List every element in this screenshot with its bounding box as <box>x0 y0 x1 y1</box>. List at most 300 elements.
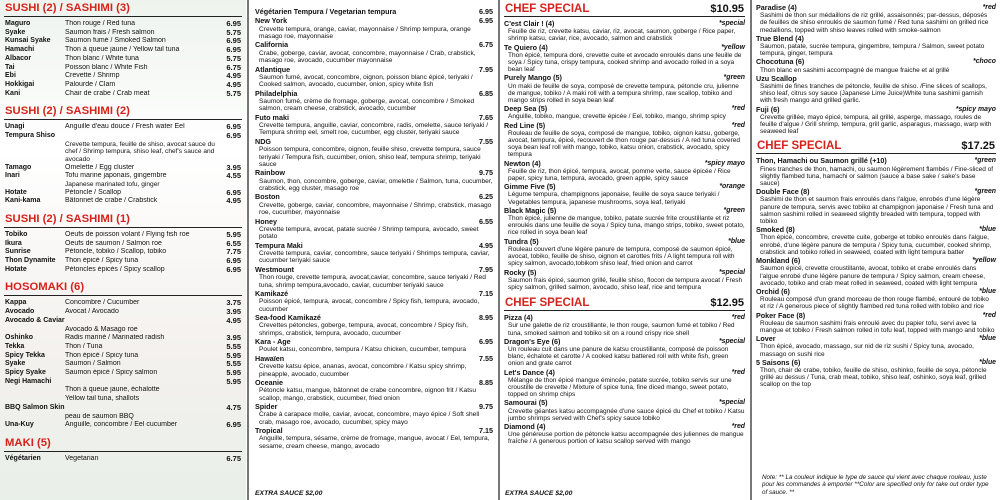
menu-section <box>0 436 246 464</box>
item-name: Poker Face (8) <box>756 310 806 320</box>
menu-item <box>0 37 246 46</box>
menu-item <box>250 17 498 40</box>
special-item <box>500 160 749 183</box>
item-price: 9.75 <box>479 402 493 412</box>
item-name <box>5 413 65 422</box>
section-divider <box>4 16 242 17</box>
chef-special-title: CHEF SPECIAL <box>505 3 590 15</box>
item-name: Hotate <box>5 188 27 196</box>
item-price: 5.75 <box>226 88 241 98</box>
item-price: 5.75 <box>226 53 241 63</box>
item-description: Crevette géantes katsu accompagnée d'une sauce épicé du Chef et tobiko / Katsu jumbo shrimps served with Chef's spicy sauce tobiko <box>508 407 745 422</box>
item-name: Kani <box>5 89 21 97</box>
item-header <box>756 75 996 83</box>
sauce-tag: *yellow <box>972 257 996 265</box>
sauce-tag: *spicy mayo <box>955 105 996 113</box>
item-name <box>5 326 65 335</box>
special-item <box>752 257 1000 287</box>
menu-item <box>0 266 246 275</box>
item-name: Philadelphia <box>255 88 298 98</box>
menu-item <box>0 343 246 352</box>
chef-special-title: CHEF SPECIAL <box>505 297 590 310</box>
item-note: Crevette tempura, feuille de shiso, avocat sauce du chef / Shrimp tempura, shiso leaf, chef's sauce and avocado <box>65 140 215 163</box>
item-header <box>504 369 745 377</box>
menu-section <box>0 212 246 275</box>
item-price: 7.15 <box>479 288 493 298</box>
special-item <box>500 207 749 237</box>
item-name: Tai <box>5 63 15 71</box>
menu-item <box>0 378 246 387</box>
item-name: Maguro <box>5 20 31 27</box>
special-item <box>752 106 1000 136</box>
sauce-tag: *blue <box>979 335 996 343</box>
item-header <box>504 20 745 28</box>
item-price: 4.95 <box>479 240 493 250</box>
item-description <box>65 317 215 326</box>
menu-item <box>0 317 246 326</box>
menu-item <box>0 360 246 369</box>
menu-item <box>0 90 246 99</box>
item-name: Fuji (6) <box>756 104 780 114</box>
sauce-tag: *red <box>731 368 745 376</box>
menu-item <box>0 55 246 64</box>
sauce-tag: *blue <box>979 226 996 234</box>
item-name: Tobiko <box>5 230 28 238</box>
item-name: Double Face (8) <box>756 187 810 197</box>
menu-item <box>0 29 246 38</box>
section-title: HOSOMAKI (6) <box>5 281 85 294</box>
item-description: Crevette / Shrimp <box>65 72 120 80</box>
item-description: Tofu marine japonais, gingembre <box>65 172 167 180</box>
menu-item <box>250 66 498 89</box>
sauce-tag: *special <box>718 20 745 27</box>
menu-item <box>250 114 498 137</box>
column-chef-special-1 <box>500 0 749 500</box>
item-header <box>255 379 493 387</box>
extra-sauce-note: EXTRA SAUCE $2,00 <box>505 490 573 497</box>
item-header <box>255 290 493 298</box>
sauce-tag: *special <box>718 268 745 276</box>
special-item <box>500 238 749 268</box>
chef-special-price: $17.25 <box>961 140 995 153</box>
item-description: Thon épicé, concombre, crevette cuite, goberge et tobiko enroulés dans l'algue, enrobé, d'une légère panure de tempura / Spicy tuna, cucumber, cooked shrimp, crabstick and tobiko rolled in seaweed, coated with light tempura batter <box>760 234 992 256</box>
section-divider <box>4 119 242 120</box>
item-description: Pétoncle / Scallop <box>65 188 122 196</box>
item-description: Avocado & Masago roe <box>65 325 138 333</box>
menu-item <box>250 193 498 216</box>
item-description: Thon / Tuna <box>65 342 103 350</box>
item-header <box>756 288 996 296</box>
item-price: 7.15 <box>479 426 493 436</box>
column-sushi-hosomaki <box>0 0 246 500</box>
menu-item <box>250 427 498 450</box>
item-name: BBQ Salmon Skin <box>5 403 65 411</box>
item-description: Thon à queue jaune / Yellow tail tuna <box>65 46 180 54</box>
item-name: Orchid (6) <box>756 286 790 296</box>
menu-section <box>0 104 246 206</box>
chef-special-header <box>500 0 749 15</box>
item-name: Paradise (4) <box>756 3 797 12</box>
menu-item <box>0 334 246 343</box>
item-name: Chocotuna (6) <box>756 57 805 67</box>
item-description: Oeufs de saumon / Salmon roe <box>65 239 162 247</box>
sauce-tag: *blue <box>979 287 996 295</box>
item-name: Futo maki <box>255 112 289 122</box>
item-header <box>504 160 745 168</box>
menu-item <box>0 20 246 29</box>
item-description: Crabe, goberge, caviar, avocat, concombre, mayonnaise / Crab, crabstick, masago roe, avocado, cucumber mayonnaise <box>259 49 476 65</box>
item-name: Sunrise <box>5 248 31 256</box>
sauce-tag: *special <box>718 337 745 345</box>
item-name: Let's Dance (4) <box>504 367 555 377</box>
item-description: Vegetarian <box>65 454 99 462</box>
item-price: 7.95 <box>479 64 493 74</box>
item-description: Saumon fumé, avocat, concombre, oignon, poisson blanc épicé, teriyaki / Cooked salmon, avocado, cucumber, onion, spicy white fish <box>259 73 473 89</box>
item-name: Deep Sea (5) <box>504 104 548 114</box>
special-item <box>752 188 1000 225</box>
sauce-tag: *orange <box>719 183 745 191</box>
menu-item <box>0 404 246 413</box>
special-item <box>500 314 749 337</box>
special-item <box>752 359 1000 389</box>
item-name: Inari <box>5 172 20 180</box>
item-description: Thon épicé, julienne de mangue, tobiko, patate sucrée frite croustillante et riz enroulés dans une feuille de soya / Spicy tuna, mango strips, tobiko, sweet potato, rice rolled in soya bean leaf <box>508 215 745 237</box>
special-item <box>500 338 749 368</box>
special-item <box>500 105 749 120</box>
item-name: Tundra (5) <box>504 236 539 246</box>
item-header <box>756 4 996 12</box>
section-title: MAKI (5) <box>5 436 51 449</box>
item-description: Fines tranches de thon, hamachi, ou saumon légèrement flambés / Fine-sliced of slightly flambed tuna, hamachi or salmon (sauce a base sake / sake's base sauce) <box>760 165 994 188</box>
menu-item <box>250 8 498 16</box>
special-item <box>500 122 749 159</box>
menu-section <box>0 280 246 430</box>
item-header <box>255 218 493 226</box>
item-description: Thon épicé, avocado, massago, sur nid de riz sushi / Spicy tuna, avocado, massago on sushi rice <box>760 343 974 358</box>
item-header <box>504 122 745 130</box>
item-name <box>5 395 65 404</box>
special-item <box>500 183 749 206</box>
menu-item <box>0 172 246 181</box>
item-description: Saumon fumé / Smoked Salmon <box>65 37 166 45</box>
menu-item <box>0 64 246 73</box>
chef-special-title: CHEF SPECIAL <box>757 140 842 153</box>
sauce-tag: *choco <box>973 58 996 66</box>
sauce-tag: *green <box>723 206 745 214</box>
item-description: Légume tempura, champignons japonaise, feuille de soya sauce teriyaki / Vegetables tempura, japanese mushrooms, soya leaf, teriyaki <box>508 191 720 206</box>
item-header <box>756 106 996 114</box>
item-price: 7.55 <box>479 353 493 363</box>
item-header <box>504 74 745 82</box>
item-description: Anguille, concombre / Eel cucumber <box>65 421 178 429</box>
special-item <box>752 288 1000 311</box>
sauce-tag: *blue <box>979 358 996 366</box>
item-name: Tropical <box>255 426 283 436</box>
item-description: Thon blanc / White tuna <box>65 54 139 62</box>
section-title: SUSHI (2) / SASHIMI (3) <box>5 2 130 14</box>
item-header <box>756 226 996 234</box>
item-description <box>65 378 215 387</box>
item-description: Thon épicé, tempura doré, crevette cuite et avocado enroulés dans une feuille de soya / Spicy tuna, crispy tempura, cooked shrimp and avocado rolled in a soya bean leaf <box>508 51 742 74</box>
item-price: 6.25 <box>479 192 493 202</box>
item-name: Kappa <box>5 299 27 307</box>
item-name: Kani-kama <box>5 197 41 205</box>
item-name: True Blend (4) <box>756 33 804 43</box>
menu-item <box>0 164 246 173</box>
menu-item <box>250 218 498 241</box>
sauce-tag: *green <box>974 188 996 196</box>
item-price: 7.65 <box>479 112 493 122</box>
menu-item <box>0 352 246 361</box>
item-price: 3.75 <box>226 298 241 308</box>
item-price: 6.95 <box>479 16 493 26</box>
column-chef-special-2 <box>752 0 1000 500</box>
menu-item <box>0 132 246 141</box>
item-name: Purely Mango (5) <box>504 73 562 83</box>
special-item <box>752 335 1000 358</box>
item-name: Végétarien Tempura / Vegetarian tempura <box>255 7 397 16</box>
item-description: Poisson tempura, concombre, oignon, feuille shiso, crevette tempura, sauce teriyaki / Tempura fish, cucumber, onion, shiso leaf, tempura shrimp, teriyaki sauce <box>259 146 481 168</box>
item-name: Syake <box>5 28 26 36</box>
item-description: Mélange de thon épicé mangue émincée, patate sucrée, tobiko servis sur une croustille de crevette / Mixture of spice tuna, fine diced mango, sweet potato, topped on shrimp chips <box>508 376 732 399</box>
item-description: Feuille de riz, crevette katsu, caviar, riz, avocat, saumon, goberge / Rice paper, shrimp katsu, caviar, rice, avocado, salmon and crabstick <box>508 28 736 43</box>
item-description: Yellow tail tuna, shallots <box>65 395 140 403</box>
sauce-tag: *red <box>731 105 745 113</box>
extra-sauce-note: EXTRA SAUCE $2,00 <box>255 490 323 497</box>
item-description: Saumon, patate, sucrée tempura, gingembre, tempura / Salmon, sweet potato tempura, ginger, tempura <box>760 43 985 58</box>
sauce-tag: *yellow <box>721 43 745 51</box>
item-name: C'est Clair ! (4) <box>504 19 555 28</box>
item-header <box>255 66 493 74</box>
item-name: Diamond (4) <box>504 421 546 431</box>
item-name: Syake <box>5 360 26 368</box>
item-price: 5.55 <box>226 341 241 351</box>
item-name: Kara - Age <box>255 337 291 347</box>
item-header <box>756 58 996 66</box>
item-price: 5.95 <box>226 376 241 386</box>
menu-item <box>250 169 498 192</box>
menu-item <box>0 231 246 240</box>
item-header <box>504 105 745 113</box>
item-header <box>504 423 745 431</box>
sauce-tag: *red <box>731 314 745 322</box>
item-header <box>504 183 745 191</box>
item-description: Avocat / Avocado <box>65 308 119 316</box>
item-price: 5.95 <box>226 229 241 239</box>
special-item <box>500 74 749 104</box>
item-price: 5.95 <box>226 368 241 378</box>
item-description: Saumon frais épicé, saumon grillé, feuille shiso, flocon de tempura avocat / Fresh spicy salmon, grilled salmon, avocado, shiso leaf, rice and tempura <box>508 276 743 291</box>
item-name: Una-Kuy <box>5 421 34 429</box>
item-price: 6.85 <box>479 88 493 98</box>
sauce-color-note: Note: ** La couleur indique le type de sauce qui vient avec chaque rouleau, juste pour les commandes à emporter **Color are specified only for take out order type of sauce. ** <box>762 473 989 496</box>
item-description <box>65 132 215 141</box>
item-description: Crevette katsu épice, ananas, avocat, concombre / Katsu spicy shrimp, pineapple, avocado, cucumber <box>259 363 467 378</box>
item-name: Dragon's Eye (6) <box>504 336 561 346</box>
menu-item <box>250 314 498 337</box>
item-header <box>756 359 996 367</box>
menu-item <box>0 240 246 249</box>
item-header <box>255 169 493 177</box>
item-description: Rouleau couvert d'une légère panure de tempura, composé de saumon épicé, avocat, tobiko, feuille de shiso, oignon et carottes frits / A light tempura roll with spicy salmon, avocado,tobikom shiso leaf, fried onion and carrot <box>508 245 735 268</box>
item-name: Ebi <box>5 72 16 80</box>
menu-item <box>0 369 246 378</box>
item-description: Thon rouge, crevette tempura, avocat,caviar, concombre, sauce teriyaki / Red tuna, shrimp tempura,avocado, caviar, cucumber teriyaki sauce <box>259 274 486 289</box>
item-name <box>5 386 65 395</box>
item-price: 6.95 <box>226 187 241 197</box>
item-name: Ikura <box>5 239 22 247</box>
item-description: Un maki de feuille de soya, composé de crevette tempura, pétoncle cru, julienne de mangue, tobiko / A maki roll with a tempura shrimp, raw scallop, tobiko and mango strips rolled in soya bean leaf <box>508 82 739 105</box>
item-description: Saumon / Salmon <box>65 360 121 368</box>
item-description: Sashimi de fines tranches de pétoncle, feuille de shiso. /Fine slices of scallops, shiso leaf, citrus soy sauce (Japanese Lime Juice)White tuna sashimi garnish with fresh mango and grilled garlic. <box>760 83 987 105</box>
sauce-tag: *red <box>731 121 745 129</box>
item-header <box>504 44 745 52</box>
item-name: Tempura Shiso <box>5 132 56 140</box>
item-name: Rocky (5) <box>504 267 537 277</box>
item-price: 6.95 <box>226 36 241 46</box>
item-name: Kunsai Syake <box>5 37 51 45</box>
item-description: Crevette tempura, caviar, concombre, sauce teriyaki / Shrimps tempura, caviar, cucumber teriyaki sauce <box>259 249 490 265</box>
item-header <box>255 242 493 250</box>
menu-item <box>0 386 246 395</box>
chef-special-price: $10.95 <box>710 3 744 15</box>
item-price: 3.95 <box>226 307 241 317</box>
item-description: Thon, chair de crabe, tobiko, feuille de shiso, oshinko, feuille de soya, pétoncle grillé au dessus / Tuna, crab meat, tobiko, shiso leaf, oshinko, soya leaf, grilled scallop on the top <box>760 366 987 389</box>
item-price: 4.95 <box>226 79 241 89</box>
item-description: Saumon épicé / Spicy salmon <box>65 369 158 377</box>
item-name: Uzu Scallop <box>756 73 797 83</box>
item-price: 5.55 <box>226 359 241 369</box>
item-name: Hamachi <box>5 46 35 54</box>
item-name: Végétarien <box>5 454 41 462</box>
item-description: Thon à queue jaune, échalotte <box>65 386 160 394</box>
item-header <box>504 399 745 407</box>
item-description: Poulet katsu, concombre, tempura / Katsu chicken, cucumber, tempura <box>259 346 467 354</box>
item-price: 9.75 <box>479 168 493 178</box>
item-header <box>255 193 493 201</box>
item-price: 6.95 <box>226 264 241 274</box>
menu-item <box>0 257 246 266</box>
menu-item <box>0 81 246 90</box>
item-price: 6.95 <box>479 7 493 16</box>
item-price: 7.55 <box>479 136 493 146</box>
item-header <box>756 312 996 320</box>
item-name: Monkland (6) <box>756 256 801 266</box>
menu-item <box>0 413 246 422</box>
item-price <box>215 386 241 395</box>
item-description <box>65 404 215 413</box>
item-price: 6.95 <box>226 256 241 266</box>
column-divider <box>247 0 249 500</box>
item-description: Oeufs de poisson volant / Flying fish roe <box>65 230 190 238</box>
menu-item <box>0 308 246 317</box>
item-description: Pétoncle, tobiko / Scallop, tobiko <box>65 248 167 256</box>
special-item <box>752 75 1000 105</box>
menu-item <box>0 299 246 308</box>
menu-item <box>250 266 498 289</box>
menu-item <box>250 41 498 64</box>
item-description: Crevette tempura, orange, caviar, mayonnaise / Shrimp tempura, orange masago roe, mayonnaise <box>259 25 471 40</box>
item-description: Poisson épicé, tempura, avocat, concombre / Spicy fish, tempura, avocado, cucumber <box>259 298 480 313</box>
item-description: Sashimi de thon et saumon frais enroulés dans l'algue, enrobés d'une légère panure de tempura, servis avec tobiko at champignon japonaise / Fresh tuna and salmon sashimi rolled in seaweed slightly breaded with tempura, topped with tobiko <box>760 196 994 226</box>
item-description: Crevette, goberge, caviar, concombre, mayonnaise / Shrimp, crabstick, masago roe, cucumber, mayonnaise <box>259 201 492 217</box>
sauce-tag: *red <box>982 4 996 11</box>
item-header <box>756 257 996 265</box>
item-description: Sashimi de thon sur médaillons de riz grillé, assaisonnés; par-dessus, déposés de feuilles de shiso enroulés de saumon fumé / Red tuna sashimi on grilled rice medallions, topped with shiso leaves rolled with smoke-salmon <box>760 12 989 34</box>
item-name: Red Line (5) <box>504 120 546 130</box>
special-item <box>500 423 749 446</box>
menu-item <box>250 338 498 354</box>
section-title: SUSHI (2) / SASHIMI (2) <box>5 105 130 118</box>
item-header <box>756 335 996 343</box>
item-name: New York <box>255 16 288 26</box>
item-name: Samourai (5) <box>504 398 548 408</box>
item-price: 5.95 <box>226 350 241 360</box>
item-name: Te Quiero (4) <box>504 42 548 52</box>
menu-item <box>250 90 498 113</box>
item-name: Atlantique <box>255 64 291 74</box>
item-name: Albacor <box>5 54 32 62</box>
special-item <box>752 4 1000 34</box>
special-item <box>752 35 1000 58</box>
item-name: Pizza (4) <box>504 313 533 323</box>
menu-item <box>250 379 498 402</box>
special-item <box>500 369 749 399</box>
item-description: Saumon, thon, concombre, goberge, caviar, omelette / Salmon, tuna, cucumber, crabstick, egg cluster, masago roe <box>259 177 493 193</box>
item-description: Chair de crabe / Crab meat <box>65 89 150 97</box>
sauce-tag: *green <box>723 74 745 82</box>
item-description: peau de saumon BBQ <box>65 412 134 420</box>
item-description: Une généreuse portion de pétoncle katsu accompagnée des juliennes de mangue fraîche / A generous portion of katsu scallop served with mango <box>508 431 744 446</box>
item-name: Hokkigai <box>5 80 35 88</box>
section-divider <box>4 451 242 452</box>
item-description: Pétoncles épicés / Spicy scallop <box>65 265 165 273</box>
item-description: Crevette tempura, anguille, caviar, concombre, radis, omelette, sauce teriyaki / Tempura shrimp eel, smelt roe, cucumber, egg cluster, teriyaki sauce <box>259 122 489 137</box>
item-price: 6.55 <box>226 238 241 248</box>
menu-item <box>0 197 246 206</box>
item-name: Thon, Hamachi ou Saumon grillé (+10) <box>756 156 887 166</box>
item-price: 3.95 <box>226 333 241 343</box>
item-description: Sur une galette de riz croustillante, le thon rouge, saumon fumé et tobiko / Red tuna, smoked salmon and tobiko sit on a round crispy rice shell <box>508 322 735 337</box>
item-description: Anguille, tempura, sésame, crème de fromage, mangue, avocat / Eel, tempura, sesame, cream cheese, mango, avocado <box>259 435 490 450</box>
item-description: Radis mariné / Marinated radish <box>65 334 165 342</box>
item-name: Negi Hamachi <box>5 377 52 385</box>
item-price: 4.95 <box>226 196 241 206</box>
item-name: Kamikazé <box>255 288 289 298</box>
item-description: Rouleau composé d'un grand morceau de thon rouge flambé, entouré de tobiko et riz / A generous piece of slightly flambed red tuna rolled with tobiko and rice <box>760 296 989 311</box>
item-header <box>255 90 493 98</box>
item-price: 6.95 <box>226 45 241 55</box>
item-name: Thon Dynamite <box>5 257 56 265</box>
special-item <box>752 312 1000 335</box>
item-name: Spider <box>255 402 278 412</box>
item-name: Honey <box>255 216 277 226</box>
special-item <box>752 226 1000 256</box>
item-header <box>504 314 745 322</box>
item-name: Gimme Five (5) <box>504 182 556 192</box>
item-price: 6.55 <box>479 216 493 226</box>
item-header <box>255 138 493 146</box>
item-name: Newton (4) <box>504 158 541 168</box>
item-header <box>504 338 745 346</box>
item-description: Bâtonnet de crabe / Crabstick <box>65 197 158 205</box>
item-price: 6.95 <box>226 122 241 132</box>
menu-item <box>250 138 498 169</box>
menu-item <box>0 72 246 81</box>
item-price: 6.95 <box>479 337 493 347</box>
menu-item <box>0 326 246 335</box>
item-description: Concombre / Cucumber <box>65 299 140 307</box>
